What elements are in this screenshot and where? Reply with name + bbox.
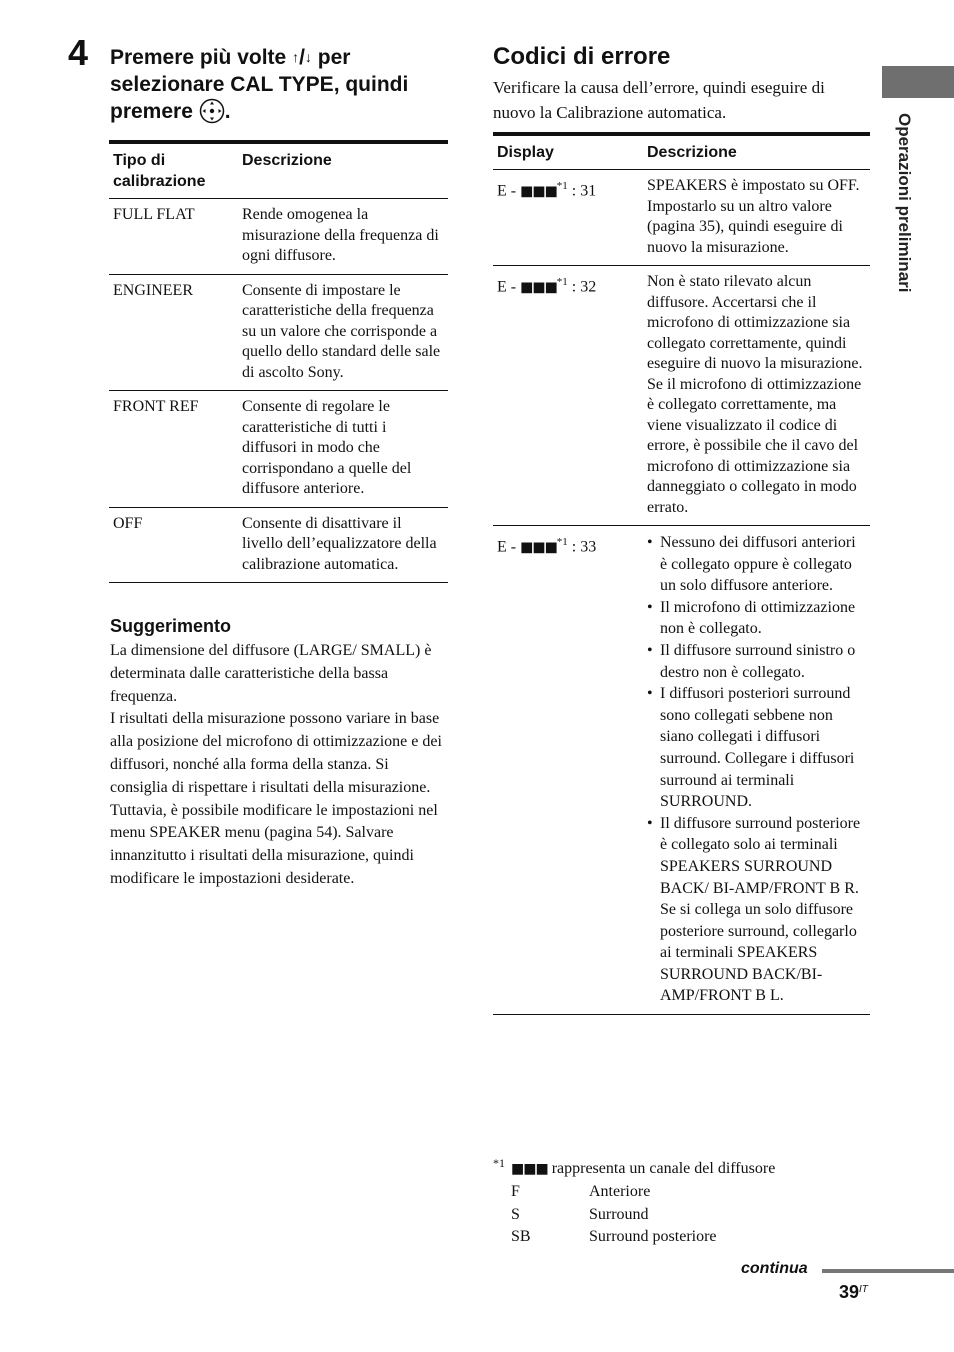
description-cell: Consente di disattivare il livello dell’equalizzatore della calibrazione automatica. (238, 507, 448, 583)
list-item (511, 1226, 717, 1249)
table-row (109, 199, 448, 275)
channel-blocks-icon: ■■■ (511, 1161, 548, 1177)
legend-value: Surround posteriore (589, 1228, 717, 1246)
section-tab-bar (882, 66, 954, 98)
description-cell: Non è stato rilevato alcun diffusore. Accertarsi che il microfono di ottimizzazione sia collegato correttamente, quindi eseguire di nuovo la misurazione. Se il microfono di ottimizzazione è collegato correttamente, ma viene visualizzato il codice di errore, è possibile che il cavo del microfono di ottimizzazione sia danneggiato o collegato in modo errato. (643, 266, 870, 526)
description-cell (643, 526, 870, 1015)
section-tab-label: Operazioni preliminari (895, 113, 914, 293)
error-codes-table (493, 132, 870, 1015)
calibration-type-cell: FULL FLAT (109, 199, 238, 275)
list-item (511, 1204, 717, 1227)
step-title (110, 44, 455, 125)
header-calibration-type: Tipo di calibrazione (109, 142, 238, 199)
enter-button-icon (199, 98, 225, 124)
header-description: Descrizione (643, 134, 870, 170)
channel-blocks-icon: ■■■ (520, 279, 557, 296)
error-codes-intro: Verificare la causa dell’errore, quindi eseguire di nuovo la Calibrazione automatica. (493, 78, 825, 122)
footnote-mark: *1 (556, 180, 568, 192)
table-row (493, 266, 870, 526)
header-display: Display (493, 134, 643, 170)
error-code-prefix: E - (497, 182, 517, 200)
error-code-number: : 32 (571, 278, 597, 296)
error-code-cell (493, 266, 643, 526)
page-number (839, 1282, 868, 1303)
error-code-number: : 33 (571, 538, 597, 556)
list-item: • Il diffusore surround posteriore è collegato solo ai terminali SPEAKERS SURROUND BACK/ BI-AMP/FRONT B R. Se si collega un solo diffusore posteriore surround, collegarlo ai terminali SPEAKERS SURROUND BACK/BI-AMP/FRONT B L. (660, 813, 866, 1007)
page-number-value: 39 (839, 1282, 860, 1302)
tip-paragraph: La dimensione del diffusore (LARGE/ SMALL) è determinata dalle caratteristiche della bassa frequenza. (110, 642, 432, 705)
error-code-cell (493, 526, 643, 1015)
error-code-prefix: E - (497, 278, 517, 296)
table-row (493, 170, 870, 266)
calibration-type-cell: FRONT REF (109, 391, 238, 508)
table-row (109, 274, 448, 391)
up-arrow-icon: ↑ (292, 49, 300, 65)
legend-key: F (511, 1183, 520, 1200)
description-cell: SPEAKERS è impostato su OFF. Impostarlo su un altro valore (pagina 35), quindi eseguire di nuovo la misurazione. (643, 170, 870, 266)
calibration-type-cell: OFF (109, 507, 238, 583)
description-cell: Rende omogenea la misurazione della frequenza di ogni diffusore. (238, 199, 448, 275)
channel-blocks-icon: ■■■ (520, 539, 557, 556)
error-code-prefix: E - (497, 538, 517, 556)
table-row (109, 507, 448, 583)
list-item: • Nessuno dei diffusori anteriori è collegato oppure è collegato un solo diffusore anteriore. (660, 532, 866, 597)
table-row (109, 391, 448, 508)
footnote-mark: *1 (556, 276, 568, 288)
error-codes-title: Codici di errore (493, 43, 671, 70)
tip-body (110, 640, 450, 891)
bullet-list (647, 532, 866, 1007)
error-code-cell (493, 170, 643, 266)
continued-label: continua (741, 1260, 808, 1277)
step-title-part1: Premere più volte (110, 46, 287, 69)
list-item: • Il diffusore surround sinistro o destro non è collegato. (660, 640, 866, 683)
legend-key: SB (511, 1228, 531, 1246)
legend-key: S (511, 1205, 520, 1223)
step-title-part2: per selezionare CAL TYPE, quindi premere (110, 46, 409, 123)
error-code-number: : 31 (571, 182, 597, 200)
legend-value: Surround (589, 1205, 649, 1223)
description-cell: Consente di regolare le caratteristiche di tutti i diffusori in modo che corrispondano a quelle del diffusore anteriore. (238, 391, 448, 508)
header-description: Descrizione (238, 142, 448, 199)
table-row (493, 526, 870, 1015)
list-item (511, 1181, 717, 1204)
footnote-legend (511, 1181, 717, 1249)
step-title-end: . (224, 100, 231, 123)
footnote-mark: *1 (556, 536, 568, 548)
arrow-separator: / (299, 46, 305, 69)
calibration-type-table (109, 140, 448, 583)
list-item: • I diffusori posteriori surround sono collegati sebbene non siano collegati i diffusori surround. Collegare i diffusori surround ai terminali SURROUND. (660, 683, 866, 813)
tip-paragraph: I risultati della misurazione possono variare in base alla posizione del microfono di ottimizzazione e dei diffusori, nonché alla forma della stanza. Si consiglia di rispettare i risultati della misurazione. Tuttavia, è possibile modificare le impostazioni nel menu SPEAKER menu (pagina 54). Salvare innanzitutto i risultati della misurazione, quindi modificare le impostazioni desiderate. (110, 710, 442, 887)
list-item: • Il microfono di ottimizzazione non è collegato. (660, 597, 866, 640)
description-cell: Consente di impostare le caratteristiche della frequenza su un valore che corrisponde a quello dello standard delle sale di ascolto Sony. (238, 274, 448, 391)
step-number: 4 (68, 32, 89, 73)
tip-title: Suggerimento (110, 616, 232, 636)
footnote (493, 1156, 775, 1178)
page-language-suffix: IT (859, 1284, 868, 1295)
channel-blocks-icon: ■■■ (520, 183, 557, 200)
legend-value: Anteriore (589, 1183, 651, 1200)
footnote-mark: *1 (493, 1156, 505, 1170)
down-arrow-icon: ↓ (304, 49, 312, 65)
calibration-type-cell: ENGINEER (109, 274, 238, 391)
continued-rule (822, 1269, 954, 1273)
footnote-text: rappresenta un canale del diffusore (551, 1160, 776, 1177)
